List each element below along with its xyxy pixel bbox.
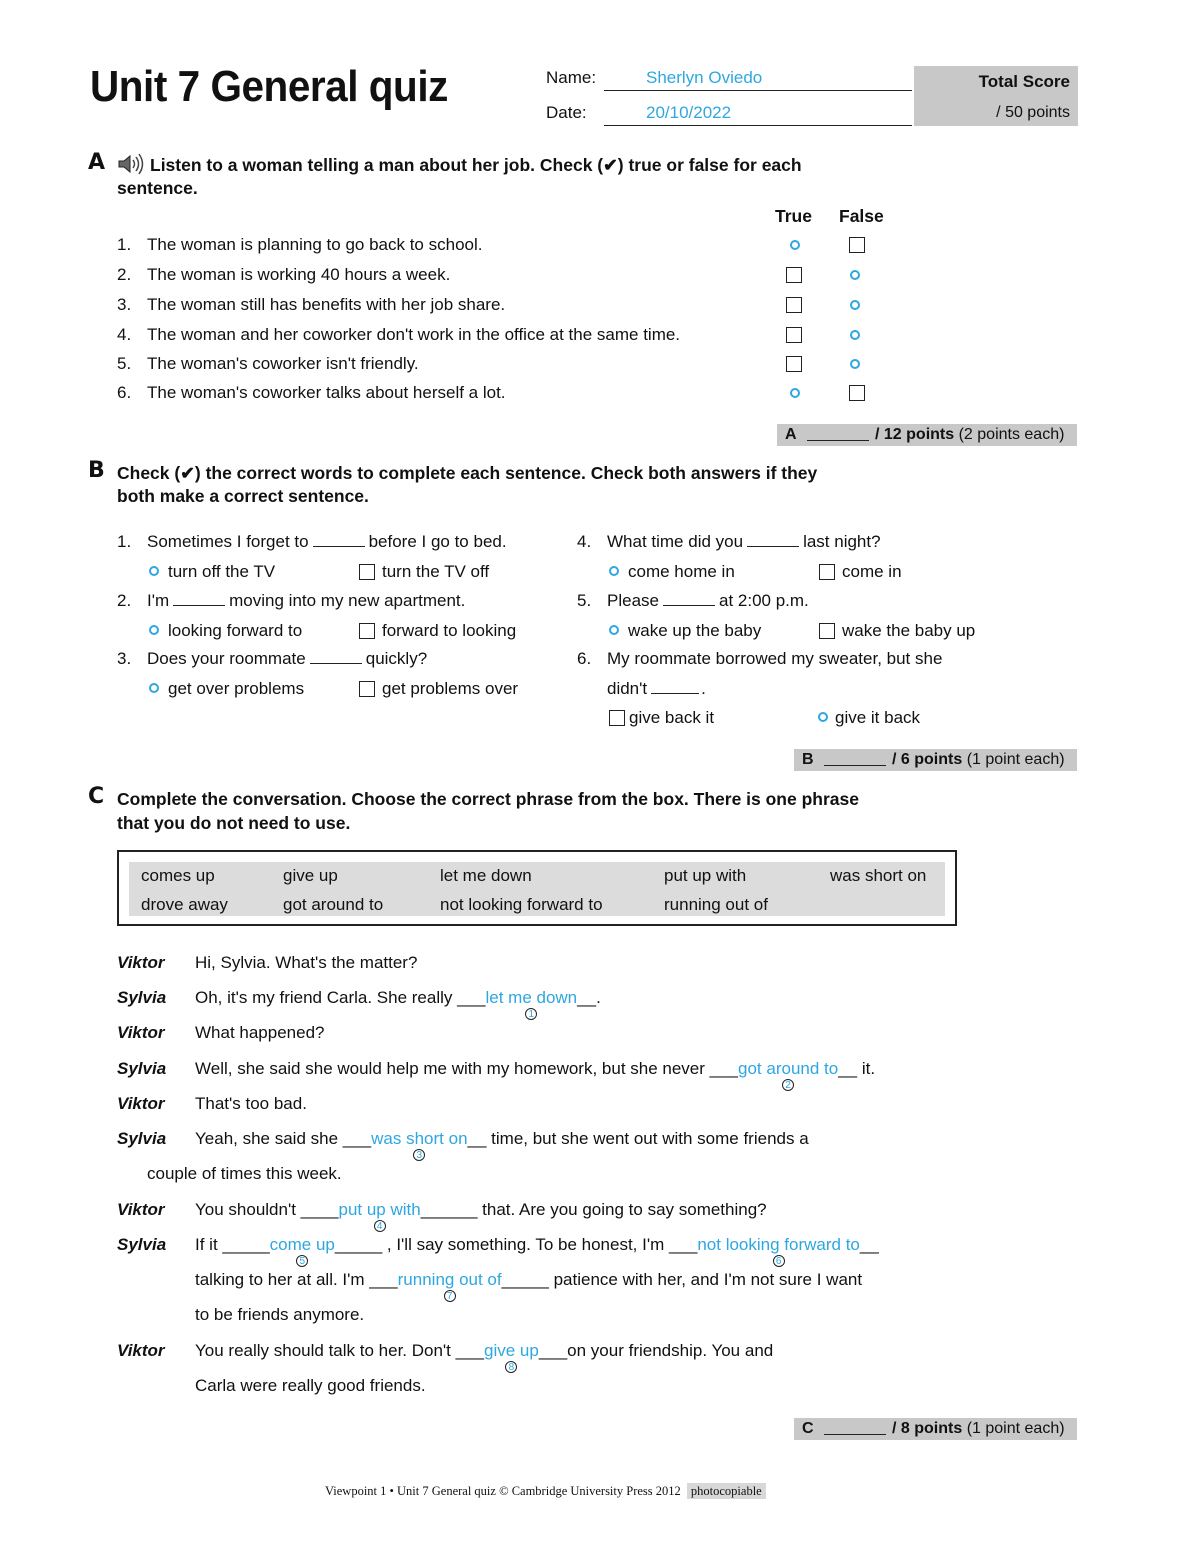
dialogue-post: _____ patience with her, and I'm not sure I want	[501, 1270, 863, 1289]
option-2-label: wake the baby up	[842, 621, 976, 640]
question-pre: My roommate borrowed my sweater, but she	[607, 649, 943, 668]
question-pre: I'm	[147, 591, 170, 610]
score-blank[interactable]	[824, 753, 886, 766]
dialogue-mid: _____ , I'll say something. To be honest, I'm ___	[334, 1235, 698, 1254]
item-number: 5.	[117, 354, 132, 373]
option-2-checkbox[interactable]	[819, 564, 835, 580]
false-selected-radio[interactable]	[850, 359, 860, 369]
dialogue-line-cont: Carla were really good friends.	[195, 1376, 426, 1395]
word-box-phrase: comes up	[141, 866, 215, 885]
answer-number-circle: 2	[782, 1079, 794, 1091]
dialogue-line	[195, 1094, 307, 1114]
answer-blank[interactable]: put up with 4	[338, 1200, 421, 1232]
option-1-label: come home in	[628, 562, 735, 581]
item-number: 4.	[577, 532, 592, 551]
dialogue-line	[195, 988, 601, 1020]
answer-number-circle: 1	[525, 1008, 537, 1020]
item-number: 1.	[117, 532, 132, 551]
date-value: 20/10/2022	[646, 103, 732, 122]
section-a-score	[777, 424, 1077, 446]
date-field[interactable]	[604, 103, 912, 126]
option-2-checkbox[interactable]	[359, 623, 375, 639]
item-question	[147, 532, 507, 552]
option-1-selected-radio[interactable]	[609, 625, 619, 635]
date-label: Date:	[546, 103, 587, 122]
answer-blank[interactable]: come up 5	[269, 1235, 335, 1267]
answer-number-circle: 8	[505, 1361, 517, 1373]
option-2-checkbox[interactable]	[359, 681, 375, 697]
false-column-header: False	[839, 206, 884, 226]
dialogue-post: __ time, but she went out with some friends a	[467, 1129, 809, 1148]
true-selected-radio[interactable]	[790, 240, 800, 250]
question-pre: What time did you	[607, 532, 744, 551]
option-1-label: give back it	[629, 708, 715, 727]
section-a-instruction-cont: sentence.	[117, 178, 198, 198]
item-question	[607, 591, 809, 611]
dialogue-line	[195, 1341, 774, 1373]
dialogue-pre: Oh, it's my friend Carla. She really ___	[195, 988, 486, 1007]
answer-blank	[173, 591, 225, 606]
speaker-name: Sylvia	[117, 1059, 167, 1078]
dialogue-post: __.	[577, 988, 601, 1007]
section-b-instruction-cont: both make a correct sentence.	[117, 486, 369, 506]
item-text: The woman is planning to go back to school.	[147, 235, 483, 254]
speaker-name: Sylvia	[117, 1235, 167, 1254]
question-pre: Does your roommate	[147, 649, 306, 668]
answer-blank[interactable]: give up 8	[483, 1341, 539, 1373]
footer-text: Viewpoint 1 • Unit 7 General quiz © Cambridge University Press 2012	[325, 1484, 681, 1498]
word-box-phrase: drove away	[141, 895, 228, 914]
name-label: Name:	[546, 68, 597, 87]
section-a-letter: A	[88, 150, 106, 175]
answer-number-circle: 4	[374, 1220, 386, 1232]
dialogue-post: __	[859, 1235, 879, 1254]
dialogue-line	[195, 1200, 767, 1232]
section-c-instruction: Complete the conversation. Choose the correct phrase from the box. There is one phrase	[117, 789, 859, 809]
dialogue-post: ___on your friendship. You and	[538, 1341, 774, 1360]
item-number: 6.	[577, 649, 592, 668]
option-1-label: get over problems	[168, 679, 305, 698]
section-b-score	[794, 749, 1077, 771]
dialogue-pre: Yeah, she said she ___	[195, 1129, 372, 1148]
score-note: (2 points each)	[958, 426, 1065, 443]
item-question-cont	[607, 679, 706, 699]
answer-blank[interactable]: got around to 2	[738, 1059, 839, 1091]
item-number: 5.	[577, 591, 592, 610]
dialogue-pre: If it _____	[195, 1235, 270, 1254]
true-checkbox[interactable]	[786, 297, 802, 313]
dialogue-line	[195, 1235, 879, 1267]
score-note: (1 point each)	[966, 1420, 1065, 1437]
option-2-label: turn the TV off	[382, 562, 490, 581]
word-box-phrase: not looking forward to	[440, 895, 603, 914]
answer-number-circle: 6	[773, 1255, 785, 1267]
total-score-box	[914, 66, 1078, 126]
section-c-score	[794, 1418, 1077, 1440]
dialogue-line	[195, 1129, 809, 1161]
question-pre: didn't	[607, 679, 648, 698]
section-a-instruction: Listen to a woman telling a man about her job. Check (✔) true or false for each	[150, 155, 802, 175]
option-1-selected-radio[interactable]	[149, 566, 159, 576]
item-text: The woman still has benefits with her job share.	[147, 295, 506, 314]
dialogue-line-cont: to be friends anymore.	[195, 1305, 365, 1324]
option-2-checkbox[interactable]	[359, 564, 375, 580]
name-value: Sherlyn Oviedo	[646, 68, 763, 87]
score-blank[interactable]	[824, 1422, 886, 1435]
footer	[325, 1484, 766, 1499]
answer-blank	[651, 679, 699, 694]
option-1-selected-radio[interactable]	[609, 566, 619, 576]
dialogue-pre: talking to her at all. I'm ___	[195, 1270, 398, 1289]
dialogue-line	[195, 953, 417, 973]
true-checkbox[interactable]	[786, 356, 802, 372]
section-c-letter: C	[88, 784, 105, 809]
option-2-label: come in	[842, 562, 902, 581]
option-2-label: give it back	[835, 708, 921, 727]
false-checkbox[interactable]	[849, 237, 865, 253]
option-1-selected-radio[interactable]	[149, 625, 159, 635]
name-field[interactable]	[604, 68, 912, 91]
speaker-name: Sylvia	[117, 1129, 167, 1148]
score-letter: C	[802, 1420, 814, 1437]
option-2-label: get problems over	[382, 679, 519, 698]
item-number: 3.	[117, 295, 132, 314]
question-pre: Sometimes I forget to	[147, 532, 309, 551]
question-post: quickly?	[365, 649, 428, 668]
item-question	[147, 649, 427, 669]
word-box	[117, 850, 957, 926]
score-letter: A	[785, 426, 797, 443]
false-checkbox[interactable]	[849, 385, 865, 401]
word-box-phrase: got around to	[283, 895, 384, 914]
word-box-background	[129, 862, 945, 916]
score-points: / 8 points	[892, 1420, 963, 1437]
answer-blank[interactable]: was short on 3	[371, 1129, 468, 1161]
false-selected-radio[interactable]	[850, 330, 860, 340]
option-1-checkbox[interactable]	[609, 710, 625, 726]
speaker-name: Viktor	[117, 953, 165, 972]
true-selected-radio[interactable]	[790, 388, 800, 398]
question-pre: Please	[607, 591, 659, 610]
word-box-phrase: give up	[283, 866, 338, 885]
item-number: 6.	[117, 383, 132, 402]
item-text: The woman's coworker isn't friendly.	[147, 354, 419, 373]
section-b-letter: B	[88, 458, 105, 483]
word-box-phrase: put up with	[664, 866, 747, 885]
dialogue-pre: You shouldn't ____	[195, 1200, 339, 1219]
item-number: 2.	[117, 591, 132, 610]
question-post: last night?	[803, 532, 881, 551]
answer-number-circle: 3	[413, 1149, 425, 1161]
item-text: The woman's coworker talks about herself a lot.	[147, 383, 506, 402]
section-b-instruction: Check (✔) the correct words to complete each sentence. Check both answers if they	[117, 463, 818, 483]
dialogue-text: That's too bad.	[195, 1094, 307, 1113]
answer-blank	[310, 649, 362, 664]
item-text: The woman is working 40 hours a week.	[147, 265, 451, 284]
photocopiable-tag: photocopiable	[687, 1483, 766, 1499]
item-text: The woman and her coworker don't work in the office at the same time.	[147, 325, 681, 344]
item-question	[607, 532, 881, 552]
word-box-phrase: running out of	[664, 895, 768, 914]
item-number: 4.	[117, 325, 132, 344]
dialogue-line	[195, 1270, 863, 1302]
item-number: 1.	[117, 235, 132, 254]
total-points: / 50 points	[996, 104, 1070, 121]
option-1-selected-radio[interactable]	[149, 683, 159, 693]
dialogue-line-cont: couple of times this week.	[147, 1164, 342, 1183]
option-1-label: looking forward to	[168, 621, 303, 640]
speaker-name: Viktor	[117, 1341, 165, 1360]
answer-blank[interactable]: running out of 7	[397, 1270, 502, 1302]
item-number: 3.	[117, 649, 132, 668]
speaker-name: Viktor	[117, 1023, 165, 1042]
question-post: at 2:00 p.m.	[718, 591, 809, 610]
dialogue-pre: Well, she said she would help me with my homework, but she never ___	[195, 1059, 739, 1078]
answer-blank	[313, 532, 365, 547]
total-score-label: Total Score	[978, 72, 1070, 91]
dialogue-pre: You really should talk to her. Don't ___	[195, 1341, 484, 1360]
option-1-label: turn off the TV	[168, 562, 276, 581]
option-1-label: wake up the baby	[628, 621, 762, 640]
question-post: moving into my new apartment.	[229, 591, 466, 610]
speaker-name: Viktor	[117, 1200, 165, 1219]
question-post: before I go to bed.	[368, 532, 507, 551]
speaker-icon[interactable]	[117, 153, 147, 175]
speaker-name: Sylvia	[117, 988, 167, 1007]
answer-blank	[663, 591, 715, 606]
dialogue-line	[195, 1059, 876, 1091]
true-checkbox[interactable]	[786, 267, 802, 283]
section-c-instruction-cont: that you do not need to use.	[117, 813, 351, 833]
dialogue-post: ______ that. Are you going to say something?	[420, 1200, 767, 1219]
answer-number-circle: 7	[444, 1290, 456, 1302]
false-selected-radio[interactable]	[850, 270, 860, 280]
item-question	[147, 591, 465, 611]
dialogue-text: Hi, Sylvia. What's the matter?	[195, 953, 418, 972]
score-blank[interactable]	[807, 428, 869, 441]
word-box-phrase: was short on	[830, 866, 927, 885]
dialogue-line	[195, 1023, 325, 1043]
score-note: (1 point each)	[966, 751, 1065, 768]
score-letter: B	[802, 751, 814, 768]
item-question	[607, 649, 942, 669]
true-column-header: True	[775, 206, 812, 226]
option-2-selected-radio[interactable]	[818, 712, 828, 722]
word-box-phrase: let me down	[440, 866, 532, 885]
dialogue-text: What happened?	[195, 1023, 325, 1042]
true-checkbox[interactable]	[786, 327, 802, 343]
score-points: / 6 points	[892, 751, 963, 768]
false-selected-radio[interactable]	[850, 300, 860, 310]
speaker-name: Viktor	[117, 1094, 165, 1113]
question-post: .	[701, 679, 706, 698]
answer-blank	[747, 532, 799, 547]
option-2-label: forward to looking	[382, 621, 517, 640]
dialogue-post: __ it.	[838, 1059, 876, 1078]
option-2-checkbox[interactable]	[819, 623, 835, 639]
answer-blank[interactable]: not looking forward to 6	[697, 1235, 860, 1267]
answer-blank[interactable]: let me down 1	[485, 988, 578, 1020]
page-title: Unit 7 General quiz	[90, 62, 448, 111]
answer-number-circle: 5	[296, 1255, 308, 1267]
score-points: / 12 points	[875, 426, 955, 443]
item-number: 2.	[117, 265, 132, 284]
